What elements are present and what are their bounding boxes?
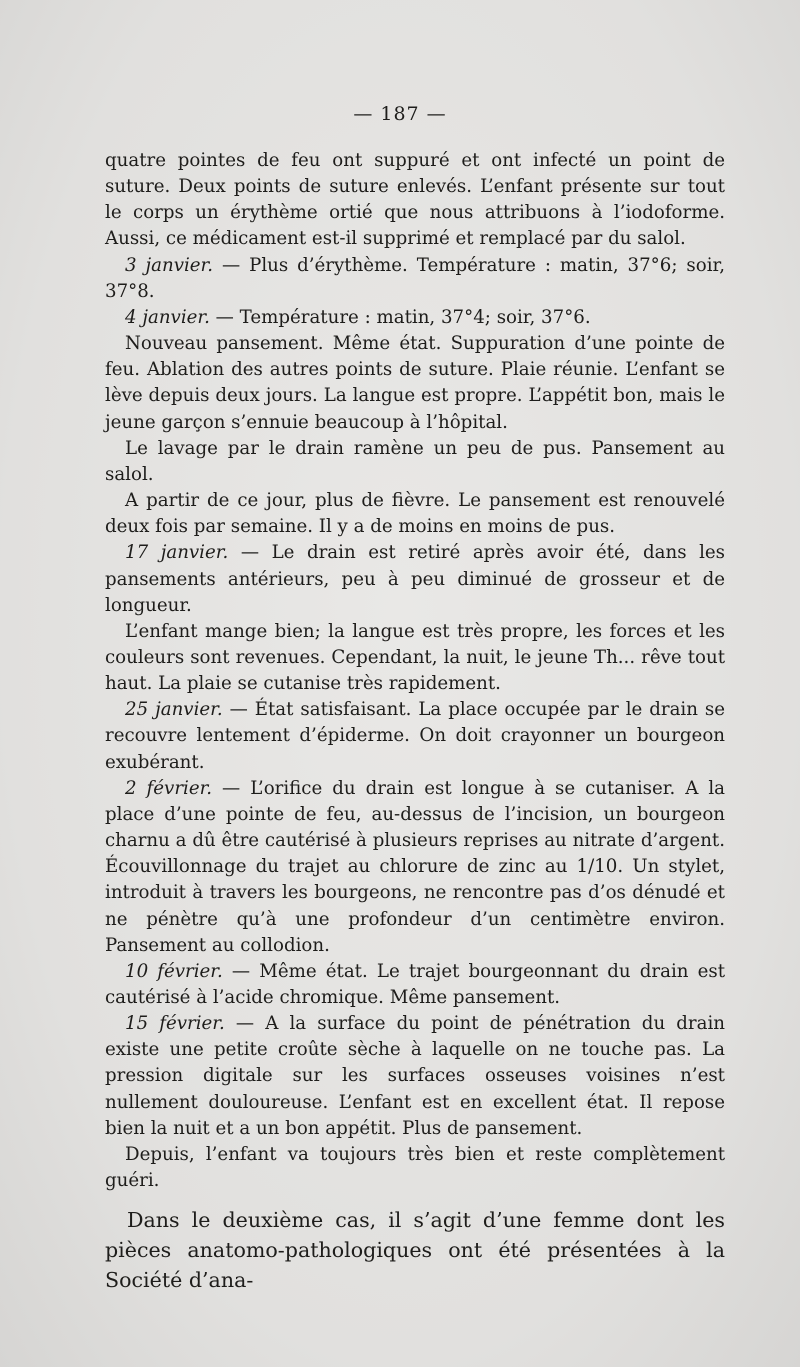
paragraph-text: — L’orifice du drain est longue à se cutaniser. A la place d’une pointe de feu, au-dessus de l’incision, un bourgeon charnu a dû être cautérisé à plusieurs reprises au nitrate d’argent. Écouvillonnage du trajet au chlorure de zinc au 1/10. Un stylet, introduit à travers les bourgeons, ne rencontre pas d’os dénudé et ne pénètre qu’à une profondeur d’un centimètre environ. Pansement au collodion. [105, 777, 726, 956]
paragraph-text: Nouveau pansement. Même état. Suppuration d’une pointe de feu. Ablation des autres points de suture. Plaie réunie. L’enfant se lève depuis deux jours. La langue est propre. L’appétit bon, mais le jeune garçon s’ennuie beaucoup à l’hôpital. [105, 333, 725, 433]
paragraph-11 [105, 959, 725, 1011]
paragraph-5 [105, 436, 725, 488]
paragraph-text: — Le drain est retiré après avoir été, dans les pansements antérieurs, peu à peu diminué de grosseur et de longueur. [105, 542, 726, 616]
paragraph-text: — État satisfaisant. La place occupée par le drain se recouvre lentement d’épiderme. On doit crayonner un bourgeon exubérant. [105, 699, 725, 773]
paragraph-text: — A la surface du point de pénétration du drain existe une petite croûte sèche à laquelle on ne touche pas. La pression digitale sur les surfaces osseuses voisines n’est nullement douloureuse. L’enfant est en excellent état. Il repose bien la nuit et a un bon appétit. Plus de pansement. [105, 1013, 725, 1139]
paragraph-text: — Même état. Le trajet bourgeonnant du drain est cautérisé à l’acide chromique. Même pansement. [105, 960, 726, 1008]
entry-date: 25 janvier. [125, 699, 223, 721]
paragraph-10 [105, 776, 725, 959]
paragraph-text: — Température : matin, 37°4; soir, 37°6. [209, 306, 591, 328]
paragraph-3 [105, 305, 725, 331]
entry-date: 3 janvier. [125, 254, 214, 276]
paragraph-text: L’enfant mange bien; la langue est très propre, les forces et les couleurs sont revenues. Cependant, la nuit, le jeune Th... rêve tout haut. La plaie se cutanise très rapidement. [105, 620, 725, 695]
page-number: — 187 — [353, 103, 447, 125]
final-paragraph: Dans le deuxième cas, il s’agit d’une femme dont les pièces anatomo-pathologiques ont été présentées à la Société d’ana- [105, 1208, 725, 1292]
entry-date: 15 février. [125, 1013, 225, 1035]
paragraph-9 [105, 697, 725, 775]
paragraph-1 [105, 148, 725, 253]
paragraph-2 [105, 253, 725, 305]
entry-date: 10 février. [125, 960, 223, 982]
paragraph-6 [105, 488, 725, 540]
paragraph-12 [105, 1011, 725, 1142]
paragraph-text: Depuis, l’enfant va toujours très bien et reste complètement guéri. [105, 1143, 725, 1192]
paragraph-text: Le lavage par le drain ramène un peu de pus. Pansement au salol. [105, 437, 725, 485]
entry-date: 17 janvier. [125, 542, 229, 564]
entry-date: 4 janvier. [125, 306, 210, 328]
paragraph-4 [105, 331, 725, 436]
next-section-text [105, 1205, 725, 1295]
paragraph-13 [105, 1142, 725, 1194]
body-text [105, 148, 725, 1194]
entry-date: 2 février. [125, 777, 213, 799]
paragraph-text: — Plus d’érythème. Température : matin, 37°6; soir, 37°8. [105, 254, 725, 302]
paragraph-text: A partir de ce jour, plus de fièvre. Le pansement est renouvelé deux fois par semaine. Il y a de moins en moins de pus. [105, 490, 725, 538]
paragraph-7 [105, 540, 725, 618]
paragraph-text: quatre pointes de feu ont suppuré et ont infecté un point de suture. Deux points de suture enlevés. L’enfant présente sur tout le corps un érythème ortié que nous attribuons à l’iodoforme. Aussi, ce médicament est-il supprimé et remplacé par du salol. [105, 150, 725, 250]
paragraph-8 [105, 619, 725, 697]
